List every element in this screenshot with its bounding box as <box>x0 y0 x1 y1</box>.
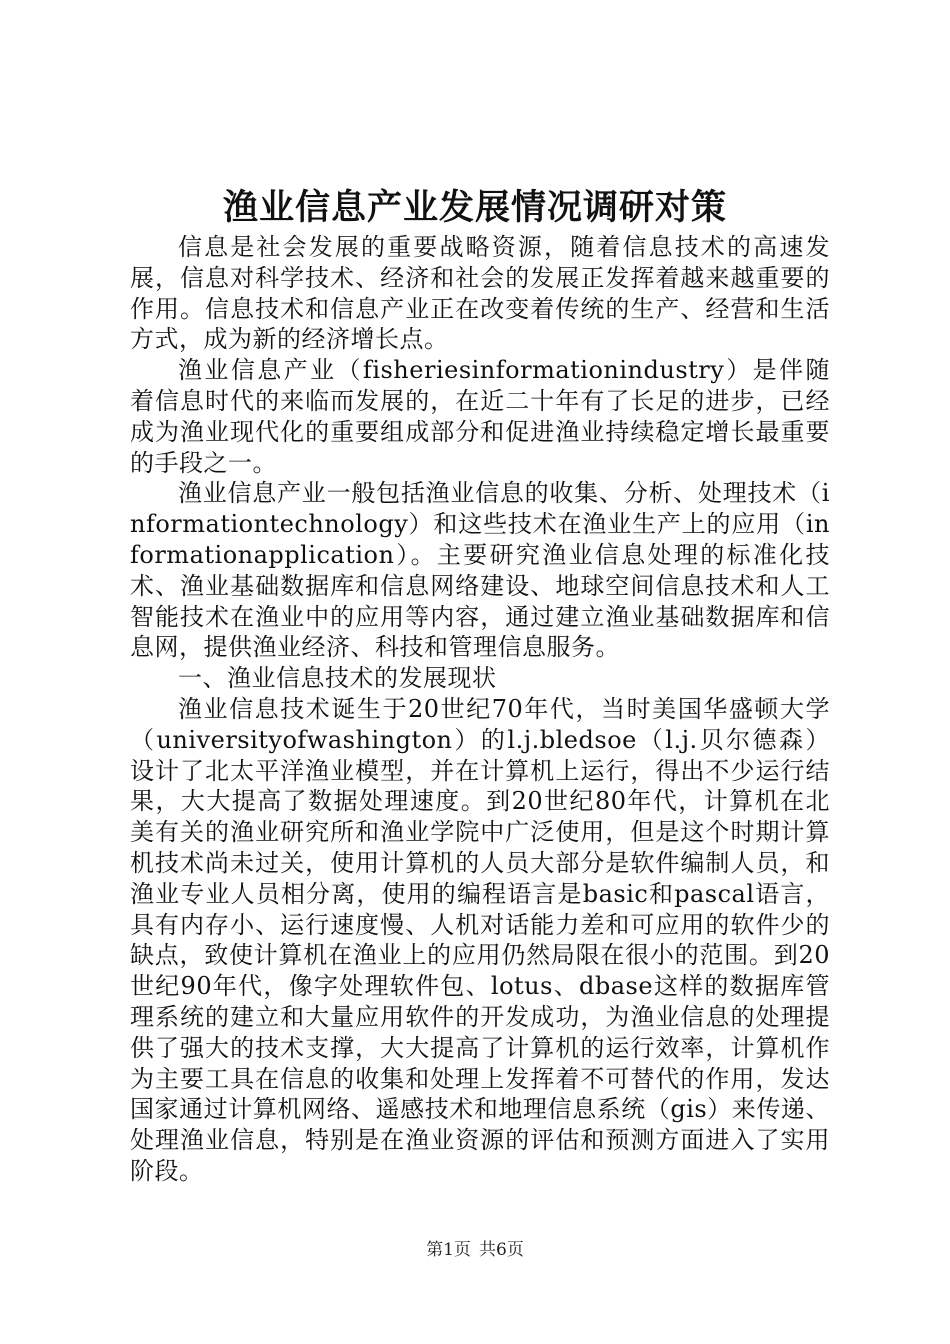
document-title: 渔业信息产业发展情况调研对策 <box>222 187 727 228</box>
section-heading: 一、渔业信息技术的发展现状 <box>178 664 497 693</box>
paragraph-scope: 渔业信息产业一般包括渔业信息的收集、分析、处理技术（informationtechnology）和这些技术在渔业生产上的应用（informationapplication）。主要研究渔业信息处理的标准化技术、渔业基础数据库和信息网络建设、地球空间信息技术和人工智能技术在渔业中的应用等内容，通过建立渔业基础数据库和信息网，提供渔业经济、科技和管理信息服务。 <box>130 479 830 662</box>
paragraph-history: 渔业信息技术诞生于20世纪70年代，当时美国华盛顿大学（universityofwashington）的l.j.bledsoe（l.j.贝尔德森）设计了北太平洋渔业模型，并在计算机上运行，得出不少运行结果，大大提高了数据处理速度。到20世纪80年代，计算机在北美有关的渔业研究所和渔业学院中广泛使用，但是这个时期计算机技术尚未过关，使用计算机的人员大部分是软件编制人员，和渔业专业人员相分离，使用的编程语言是basic和pascal语言，具有内存小、运行速度慢、人机对话能力差和可应用的软件少的缺点，致使计算机在渔业上的应用仍然局限在很小的范围。到20世纪90年代，像字处理软件包、lotus、dbase这样的数据库管理系统的建立和大量应用软件的开发成功，为渔业信息的处理提供了强大的技术支撑，大大提高了计算机的运行效率，计算机作为主要工具在信息的收集和处理上发挥着不可替代的作用，发达国家通过计算机网络、遥感技术和地理信息系统（gis）来传递、处理渔业信息，特别是在渔业资源的评估和预测方面进入了实用阶段。 <box>130 694 830 1185</box>
paragraph-definition: 渔业信息产业（fisheriesinformationindustry）是伴随着信息时代的来临而发展的，在近二十年有了长足的进步，已经成为渔业现代化的重要组成部分和促进渔业持续稳定增长最重要的手段之一。 <box>130 356 830 477</box>
paragraph-intro: 信息是社会发展的重要战略资源，随着信息技术的高速发展，信息对科学技术、经济和社会的发展正发挥着越来越重要的作用。信息技术和信息产业正在改变着传统的生产、经营和生活方式，成为新的经济增长点。 <box>130 233 830 354</box>
page-number: 第1页 <box>426 1240 471 1260</box>
page-total: 共6页 <box>479 1240 524 1260</box>
document-body <box>130 232 830 1187</box>
page-footer <box>0 1238 950 1262</box>
